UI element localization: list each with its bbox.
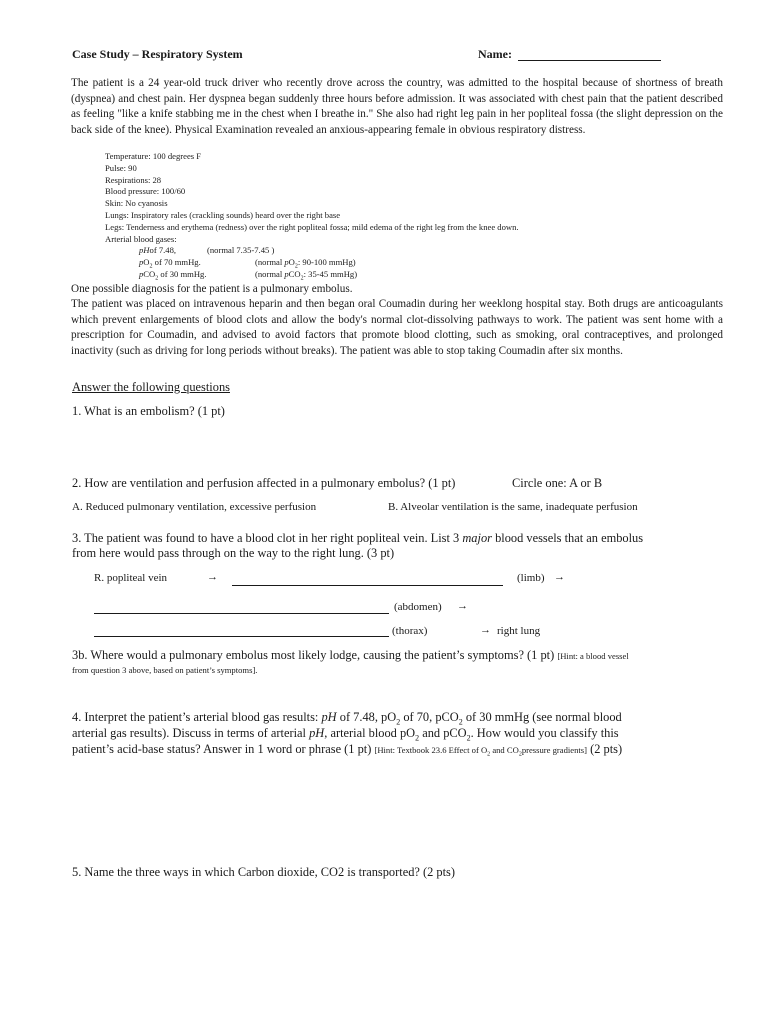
ph-label: pH [139, 245, 150, 256]
question-4-line-1: 4. Interpret the patient’s arterial blood gas results: pH of 7.48, $pO_2$ of 70, pCO$_2$ of 30 mmHg (see normal blood [72, 710, 622, 727]
ph-normal: (normal 7.35-7.45 ) [207, 245, 275, 256]
answer-heading: Answer the following questions [72, 380, 230, 394]
po2-value: of 70 mmHg. [154, 257, 201, 268]
name-label: Name: [478, 47, 512, 61]
vital-pulse: Pulse: 90 [105, 162, 137, 173]
treatment-paragraph: The patient was placed on intravenous heparin and then began oral Coumadin during her weeklong hospital stay. Both drugs are anticoagulants which prevent enlargements of blood clots and allow the body's normal clot-dissolving pathways to work. The patient was sent home with a prescription for Coumadin, and advised to avoid factors that promote blood clotting, such as smoking, oral contraceptives, and prolonged inactivity (such as driving for long periods without breaks). The patient was able to stop taking Coumadin after six months. [71, 298, 723, 357]
abg-pco2-row: pCO$_2$ of 30 mmHg. (normal pCO$_2$: 35-45 mmHg) [139, 268, 358, 282]
question-4-hint: [Hint: Textbook 23.6 Effect of $O_2$ and $CO_2pressure$ gradients] [374, 745, 587, 758]
option-a[interactable]: A. Reduced pulmonary ventilation, excessive perfusion [72, 501, 317, 513]
question-3-line-2: from here would pass through on the way to the right lung. (3 pt) [72, 546, 395, 560]
arrow-icon: → [554, 571, 565, 583]
abdomen-label: (abdomen) [394, 601, 442, 613]
document-title: Case Study – Respiratory System [72, 47, 243, 61]
abg-po2-row: $pO_2$ of 70 mmHg. (normal $pO_2$: 90-100 mmHg) [139, 257, 356, 270]
arrow-icon: → [207, 571, 218, 583]
arrow-icon: → [480, 624, 491, 636]
option-b[interactable]: B. Alveolar ventilation is the same, inadequate perfusion [388, 501, 638, 513]
question-1: 1. What is an embolism? (1 pt) [72, 404, 225, 418]
diagnosis-line: One possible diagnosis for the patient is a pulmonary embolus. [71, 283, 353, 295]
abg-ph-row [105, 245, 519, 257]
vital-skin: Skin: No cyanosis [105, 198, 168, 209]
thorax-vessel-blank[interactable] [94, 636, 389, 637]
thorax-label: (thorax) [392, 625, 428, 637]
po2-normal: : 90-100 mmHg) [297, 257, 356, 268]
question-3-line-1: 3. The patient was found to have a blood clot in her right popliteal vein. List 3 major blood vessels that an embolus [72, 531, 644, 545]
name-blank[interactable] [518, 60, 661, 61]
question-3b-hint-cont: from question 3 above, based on patient’s symptoms]. [72, 665, 258, 675]
arrow-icon: → [457, 600, 468, 612]
ph-value: of 7.48, [149, 245, 177, 256]
question-2-circle-instruction: Circle one: A or B [512, 476, 603, 490]
question-3b: 3b. Where would a pulmonary embolus most likely lodge, causing the patient’s symptoms? (1 pt) [Hint: a blood vessel [72, 648, 629, 662]
vitals-block [105, 151, 519, 281]
pco2-normal: : 35-45 mmHg) [303, 268, 358, 279]
intro-paragraph: The patient is a 24 year-old truck driver who recently drove across the country, was admitted to the hospital because of shortness of breath (dyspnea) and chest pain. Her dyspnea began suddenly three hours before admission. It was associated with chest pain that the patient described as feeling "like a knife stabbing me in the chest when I breathe in." She also had right leg pain in her popliteal fossa (the slight depression on the back side of the knee). Physical Examination revealed an anxious-appearing female in obvious respiratory distress. [71, 77, 723, 136]
question-4-line-3: patient’s acid-base status? Answer in 1 word or phrase (1 pt) [Hint: Textbook 23.6 Effect of $O_2$ and $CO_2pressure$ gradients] (2 pts) [72, 742, 623, 758]
vital-blood-pressure: Blood pressure: 100/60 [105, 186, 186, 197]
vital-temperature: Temperature: 100 degrees F [105, 151, 202, 161]
question-5: 5. Name the three ways in which Carbon dioxide, CO2 is transported? (2 pts) [72, 865, 455, 879]
question-4-line-2: arterial gas results). Discuss in terms of arterial pH, arterial blood $pO_2$ and pCO$_2$. How would you classify this [72, 726, 619, 743]
vital-legs: Legs: Tenderness and erythema (redness) over the right popliteal fossa; mild edema of the right leg from the knee down. [105, 221, 519, 232]
vessel-start: R. popliteal vein [94, 572, 168, 584]
abg-title: Arterial blood gases: [105, 233, 177, 244]
right-lung-label: right lung [497, 625, 541, 637]
pco2-value: of 30 mmHg. [160, 268, 207, 279]
vital-respirations: Respirations: 28 [105, 174, 162, 185]
vital-lungs: Lungs: Inspiratory rales (crackling sounds) heard over the right base [105, 209, 341, 220]
limb-label: (limb) [517, 572, 545, 584]
abdomen-vessel-blank[interactable] [94, 613, 389, 614]
question-2: 2. How are ventilation and perfusion affected in a pulmonary embolus? (1 pt) [72, 476, 456, 490]
limb-vessel-blank[interactable] [232, 585, 503, 586]
question-3b-hint: [Hint: a blood vessel [557, 651, 629, 661]
